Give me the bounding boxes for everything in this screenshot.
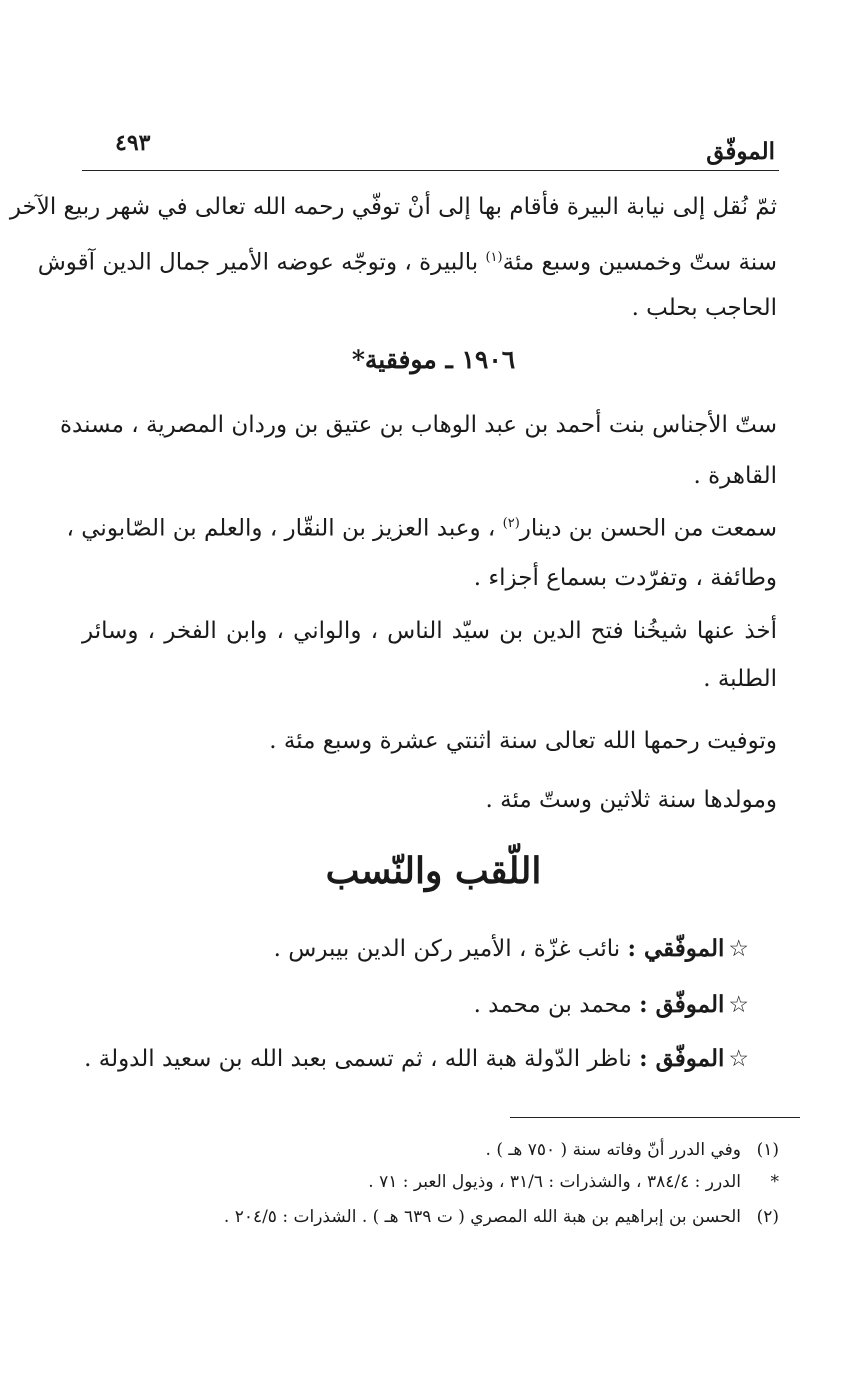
- star-icon: ☆: [728, 936, 749, 962]
- entry-p3-line-2: الطلبة .: [703, 666, 777, 692]
- section-title: اللّقب والنّسب: [325, 850, 542, 892]
- entry-p2-line-1-end: ، وعبد العزيز بن النقّار ، والعلم بن الصّابوني ،: [66, 515, 503, 542]
- intro-line-3: الحاجب بحلب .: [631, 295, 777, 321]
- entry-p5-line: ومولدها سنة ثلاثين وستّ مئة .: [485, 787, 777, 813]
- footnote-text: وفي الدرر أنّ وفاته سنة ( ٧٥٠ هـ ) .: [485, 1140, 741, 1160]
- nickname-keyword: الموفّقي :: [627, 935, 725, 962]
- entry-p2-line-1-start: سمعت من الحسن بن دينار: [519, 515, 777, 542]
- entry-p3-line-1: أخذ عنها شيخُنا فتح الدين بن سيّد الناس ، والواني ، وابن الفخر ، وسائر: [82, 618, 777, 644]
- intro-line-2: [37, 249, 777, 276]
- entry-p1-line-1: ستّ الأجناس بنت أحمد بن عبد الوهاب بن عتيق بن وردان المصرية ، مسندة: [60, 412, 777, 438]
- footnote-text: الحسن بن إبراهيم بن هبة الله المصري ( ت ٦٣٩ هـ ) . الشذرات : ٢٠٤/٥ .: [223, 1207, 741, 1227]
- nickname-text: محمد بن محمد .: [473, 992, 640, 1018]
- footnote-mark: *: [770, 1172, 779, 1192]
- footnote: [486, 1140, 779, 1160]
- intro-line-2-end: بالبيرة ، وتوجّه عوضه الأمير جمال الدين آقوش: [37, 249, 486, 276]
- footnote-mark: (٢): [756, 1207, 779, 1227]
- nickname-text: نائب غزّة ، الأمير ركن الدين بيبرس .: [273, 936, 628, 962]
- star-icon: ☆: [728, 992, 749, 1018]
- footnote-mark: (١): [756, 1140, 779, 1160]
- footnote: [368, 1172, 779, 1192]
- page-number: ٤٩٣: [115, 130, 151, 156]
- nickname-item: [274, 935, 749, 962]
- nickname-item: [474, 991, 749, 1018]
- entry-p1-line-2: القاهرة .: [693, 463, 777, 489]
- nickname-text: ناظر الدّولة هبة الله ، ثم تسمى بعبد الله بن سعيد الدولة .: [84, 1046, 640, 1072]
- entry-p2-line-2: وطائفة ، وتفرّدت بسماع أجزاء .: [473, 565, 777, 591]
- footnote-ref-2: (٢): [502, 516, 520, 531]
- intro-line-2-start: سنة ستّ وخمسين وسبع مئة: [502, 249, 777, 276]
- footnote-rule: [510, 1117, 800, 1118]
- entry-p4-line: وتوفيت رحمها الله تعالى سنة اثنتي عشرة وسبع مئة .: [269, 728, 777, 754]
- nickname-keyword: الموفّق :: [639, 991, 725, 1018]
- footnote-ref-1: (١): [485, 250, 503, 265]
- intro-line-1: ثمّ نُقل إلى نيابة البيرة فأقام بها إلى أنْ توفّي رحمه الله تعالى في شهر ربيع الآخر: [9, 194, 777, 220]
- header-rule: [82, 170, 779, 171]
- running-title: الموفّق: [706, 138, 775, 165]
- footnote: [224, 1207, 779, 1227]
- nickname-item: [84, 1045, 749, 1072]
- star-icon: ☆: [728, 1046, 749, 1072]
- nickname-keyword: الموفّق :: [639, 1045, 725, 1072]
- footnote-text: الدرر : ٣٨٤/٤ ، والشذرات : ٣١/٦ ، وذيول العبر : ٧١ .: [368, 1172, 741, 1192]
- entry-title: ١٩٠٦ ـ موفقية*: [351, 345, 516, 374]
- entry-p2-line-1: [66, 515, 777, 542]
